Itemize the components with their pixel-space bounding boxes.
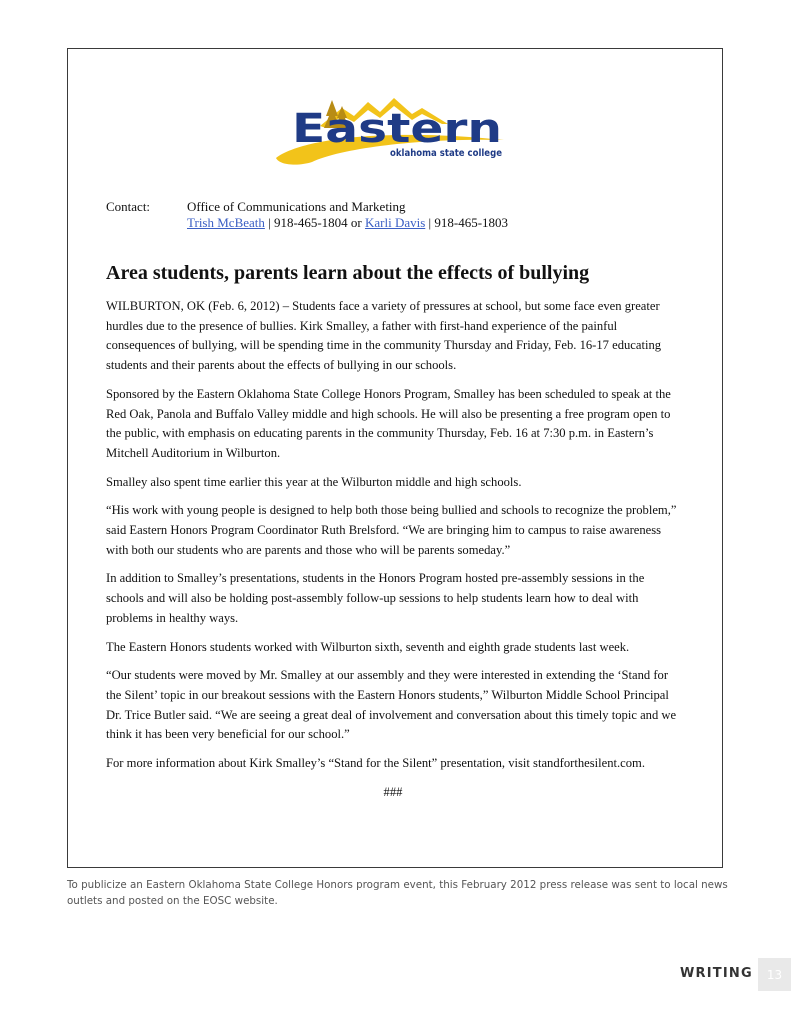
contact-office: Office of Communications and Marketing	[187, 199, 406, 214]
figure-caption: To publicize an Eastern Oklahoma State College Honors program event, this February 2012 press release was sent to local news outlets and posted on the EOSC website.	[67, 879, 728, 907]
article-paragraph: In addition to Smalley’s presentations, students in the Honors Program hosted pre-assembly sessions in the schools and will also be holding post-assembly follow-up sessions to help students learn how to deal with problems in healthy ways.	[106, 571, 645, 625]
contact-person2-phone: | 918-465-1803	[425, 215, 509, 230]
logo-wordmark: Eastern	[292, 106, 502, 152]
article-body	[106, 297, 680, 811]
eastern-logo	[272, 94, 508, 172]
section-label: WRITING	[680, 966, 753, 981]
page-number: 13	[758, 958, 791, 991]
article-paragraph: “His work with young people is designed to help both those being bullied and schools to recognize the problem,” said Eastern Honors Program Coordinator Ruth Brelsford. “We are bringing him to campus to raise awareness with both our students who are parents and those who will be parents someday.”	[106, 503, 677, 557]
contact-person1-phone: | 918-465-1804 or	[264, 215, 365, 230]
article-paragraph: Sponsored by the Eastern Oklahoma State College Honors Program, Smalley has been scheduled to speak at the Red Oak, Panola and Buffalo Valley middle and high schools. He will also be presenting a free program open to the public, with emphasis on educating parents in the community Thursday, Feb. 16 at 7:30 p.m. in Eastern’s Mitchell Auditorium in Wilburton.	[106, 386, 671, 460]
contact-person2-link[interactable]: Karli Davis	[364, 215, 426, 230]
article-headline: Area students, parents learn about the effects of bullying	[106, 262, 590, 284]
article-paragraph: For more information about Kirk Smalley’s “Stand for the Silent” presentation, visit standforthesilent.com.	[106, 756, 645, 771]
contact-people	[187, 215, 627, 231]
article-paragraph: The Eastern Honors students worked with Wilburton sixth, seventh and eighth grade students last week.	[106, 639, 630, 654]
article-paragraph: WILBURTON, OK (Feb. 6, 2012) – Students face a variety of pressures at school, but some face even greater hurdles due to the presence of bullies. Kirk Smalley, a father with first-hand experience of the painful consequences of bullying, will be spending time in the community Thursday and Friday, Feb. 16-17 educating students and their parents about the effects of bullying in our schools.	[106, 299, 662, 373]
logo-subtitle: oklahoma state college	[390, 148, 502, 159]
contact-label: Contact:	[106, 199, 151, 214]
article-paragraph: Smalley also spent time earlier this year at the Wilburton middle and high schools.	[106, 474, 522, 489]
end-mark: ###	[383, 784, 403, 799]
article-paragraph: “Our students were moved by Mr. Smalley at our assembly and they were interested in extending the ‘Stand for the Silent’ topic in our breakout sessions with the Eastern Honors students,” Wilburton Middle School Principal Dr. Trice Butler said. “We are seeing a great deal of involvement and conversation about this timely topic and we think it has been very beneficial for our school.”	[106, 668, 677, 742]
contact-person1-link[interactable]: Trish McBeath	[187, 215, 265, 230]
